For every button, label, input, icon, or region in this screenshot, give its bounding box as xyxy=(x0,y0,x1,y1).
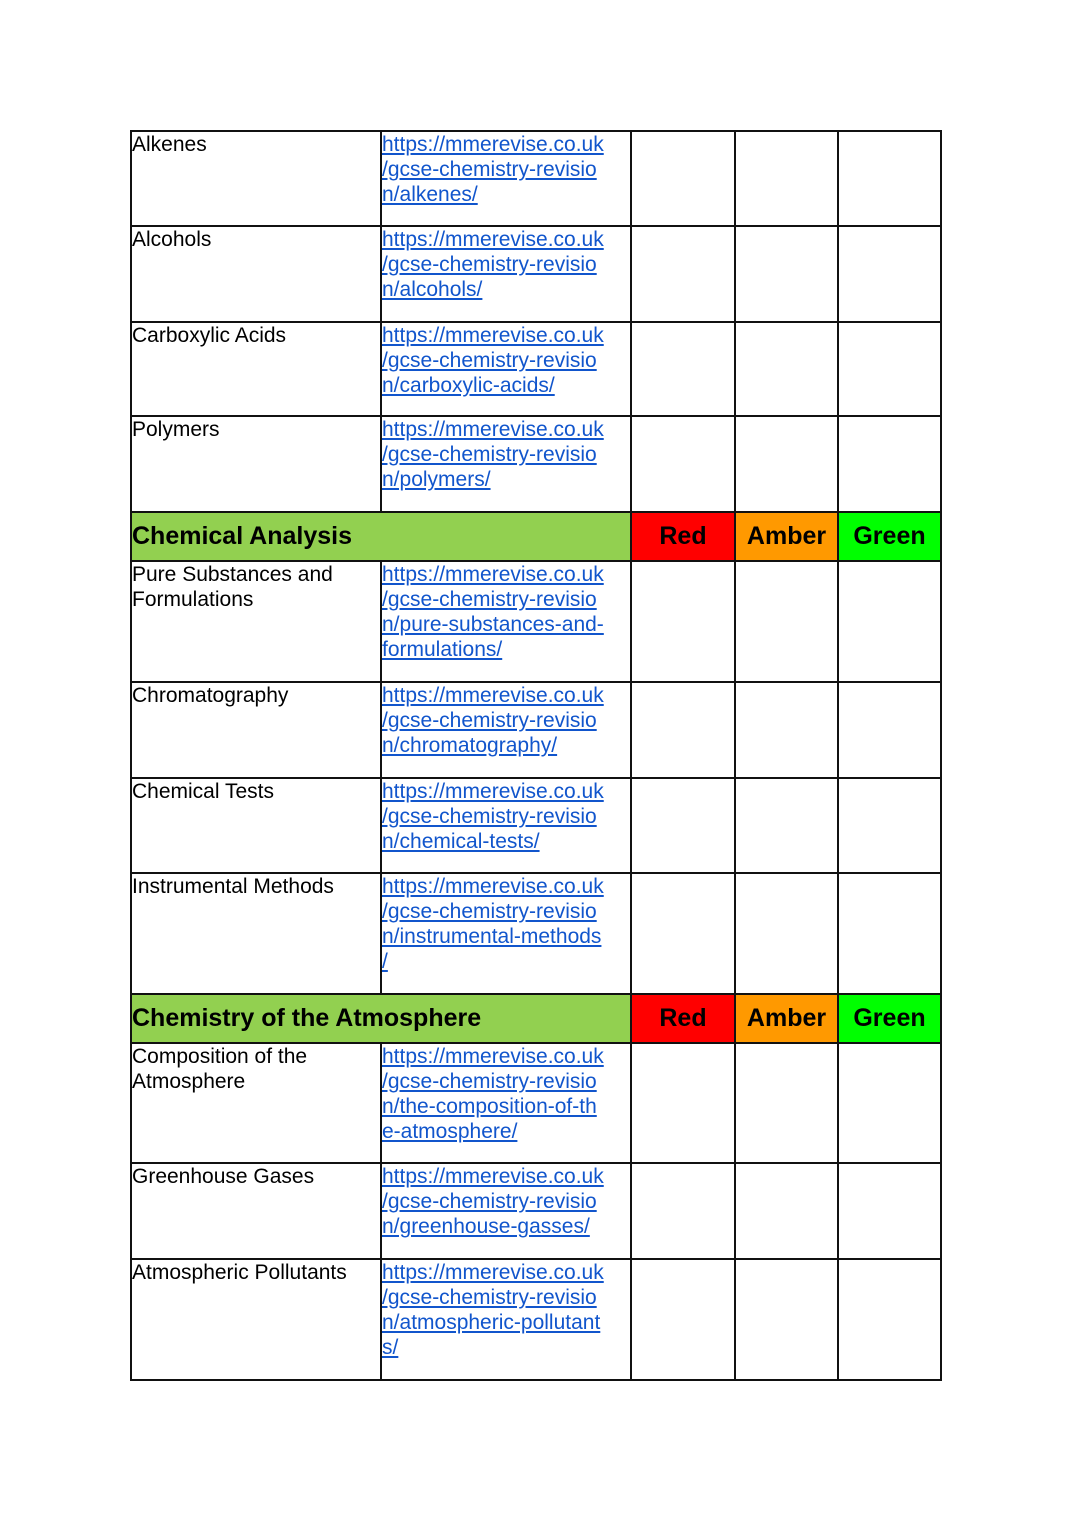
topic-link[interactable]: https://mmerevise.co.uk /gcse-chemistry-revisio n/pure-substances-and- formulations/ xyxy=(382,563,604,661)
table-row xyxy=(131,131,941,226)
green-check-cell[interactable] xyxy=(838,416,941,512)
table-row xyxy=(131,873,941,994)
link-cell xyxy=(381,1043,631,1163)
rag-green-header: Green xyxy=(838,512,941,561)
topic-cell: Atmospheric Pollutants xyxy=(131,1259,381,1380)
topic-link[interactable]: https://mmerevise.co.uk /gcse-chemistry-revisio n/polymers/ xyxy=(382,418,604,491)
red-check-cell[interactable] xyxy=(631,1163,735,1259)
link-cell xyxy=(381,778,631,873)
green-check-cell[interactable] xyxy=(838,561,941,682)
red-check-cell[interactable] xyxy=(631,416,735,512)
table-row xyxy=(131,322,941,416)
topic-cell: Alkenes xyxy=(131,131,381,226)
amber-check-cell[interactable] xyxy=(735,416,838,512)
topic-cell: Polymers xyxy=(131,416,381,512)
section-header-row xyxy=(131,994,941,1043)
link-cell xyxy=(381,561,631,682)
table-row xyxy=(131,1043,941,1163)
link-cell xyxy=(381,131,631,226)
topic-cell: Pure Substances and Formulations xyxy=(131,561,381,682)
topic-link[interactable]: https://mmerevise.co.uk /gcse-chemistry-revisio n/chromatography/ xyxy=(382,684,604,757)
table-row xyxy=(131,682,941,778)
link-cell xyxy=(381,682,631,778)
amber-check-cell[interactable] xyxy=(735,322,838,416)
green-check-cell[interactable] xyxy=(838,873,941,994)
amber-check-cell[interactable] xyxy=(735,561,838,682)
green-check-cell[interactable] xyxy=(838,131,941,226)
topic-cell: Composition of the Atmosphere xyxy=(131,1043,381,1163)
link-cell xyxy=(381,1259,631,1380)
topic-link[interactable]: https://mmerevise.co.uk /gcse-chemistry-revisio n/greenhouse-gasses/ xyxy=(382,1165,604,1238)
section-header-row xyxy=(131,512,941,561)
table-row xyxy=(131,416,941,512)
topic-cell: Chromatography xyxy=(131,682,381,778)
green-check-cell[interactable] xyxy=(838,1259,941,1380)
amber-check-cell[interactable] xyxy=(735,131,838,226)
topic-link[interactable]: https://mmerevise.co.uk /gcse-chemistry-revisio n/alcohols/ xyxy=(382,228,604,301)
topic-cell: Carboxylic Acids xyxy=(131,322,381,416)
red-check-cell[interactable] xyxy=(631,226,735,322)
red-check-cell[interactable] xyxy=(631,561,735,682)
table-row xyxy=(131,1163,941,1259)
revision-checklist-table xyxy=(130,130,942,1381)
link-cell xyxy=(381,226,631,322)
topic-link[interactable]: https://mmerevise.co.uk /gcse-chemistry-revisio n/the-composition-of-th e-atmosphere/ xyxy=(382,1045,604,1143)
topic-link[interactable]: https://mmerevise.co.uk /gcse-chemistry-revisio n/chemical-tests/ xyxy=(382,780,604,853)
amber-check-cell[interactable] xyxy=(735,1163,838,1259)
topic-cell: Instrumental Methods xyxy=(131,873,381,994)
rag-amber-header: Amber xyxy=(735,512,838,561)
green-check-cell[interactable] xyxy=(838,1043,941,1163)
link-cell xyxy=(381,322,631,416)
table-body xyxy=(131,131,941,1380)
link-cell xyxy=(381,873,631,994)
topic-cell: Greenhouse Gases xyxy=(131,1163,381,1259)
rag-amber-header: Amber xyxy=(735,994,838,1043)
rag-green-header: Green xyxy=(838,994,941,1043)
table-row xyxy=(131,778,941,873)
topic-link[interactable]: https://mmerevise.co.uk /gcse-chemistry-revisio n/instrumental-methods / xyxy=(382,875,604,973)
rag-red-header: Red xyxy=(631,512,735,561)
table-row xyxy=(131,1259,941,1380)
topic-link[interactable]: https://mmerevise.co.uk /gcse-chemistry-revisio n/atmospheric-pollutant s/ xyxy=(382,1261,604,1359)
red-check-cell[interactable] xyxy=(631,1043,735,1163)
red-check-cell[interactable] xyxy=(631,682,735,778)
rag-red-header: Red xyxy=(631,994,735,1043)
red-check-cell[interactable] xyxy=(631,322,735,416)
topic-link[interactable]: https://mmerevise.co.uk /gcse-chemistry-revisio n/carboxylic-acids/ xyxy=(382,324,604,397)
section-title: Chemistry of the Atmosphere xyxy=(131,994,631,1043)
amber-check-cell[interactable] xyxy=(735,1259,838,1380)
table-row xyxy=(131,226,941,322)
table-row xyxy=(131,561,941,682)
red-check-cell[interactable] xyxy=(631,131,735,226)
green-check-cell[interactable] xyxy=(838,226,941,322)
green-check-cell[interactable] xyxy=(838,778,941,873)
green-check-cell[interactable] xyxy=(838,322,941,416)
link-cell xyxy=(381,1163,631,1259)
amber-check-cell[interactable] xyxy=(735,873,838,994)
red-check-cell[interactable] xyxy=(631,778,735,873)
topic-link[interactable]: https://mmerevise.co.uk /gcse-chemistry-revisio n/alkenes/ xyxy=(382,133,604,206)
red-check-cell[interactable] xyxy=(631,873,735,994)
green-check-cell[interactable] xyxy=(838,1163,941,1259)
link-cell xyxy=(381,416,631,512)
amber-check-cell[interactable] xyxy=(735,1043,838,1163)
amber-check-cell[interactable] xyxy=(735,682,838,778)
topic-cell: Alcohols xyxy=(131,226,381,322)
amber-check-cell[interactable] xyxy=(735,226,838,322)
green-check-cell[interactable] xyxy=(838,682,941,778)
red-check-cell[interactable] xyxy=(631,1259,735,1380)
topic-cell: Chemical Tests xyxy=(131,778,381,873)
section-title: Chemical Analysis xyxy=(131,512,631,561)
amber-check-cell[interactable] xyxy=(735,778,838,873)
